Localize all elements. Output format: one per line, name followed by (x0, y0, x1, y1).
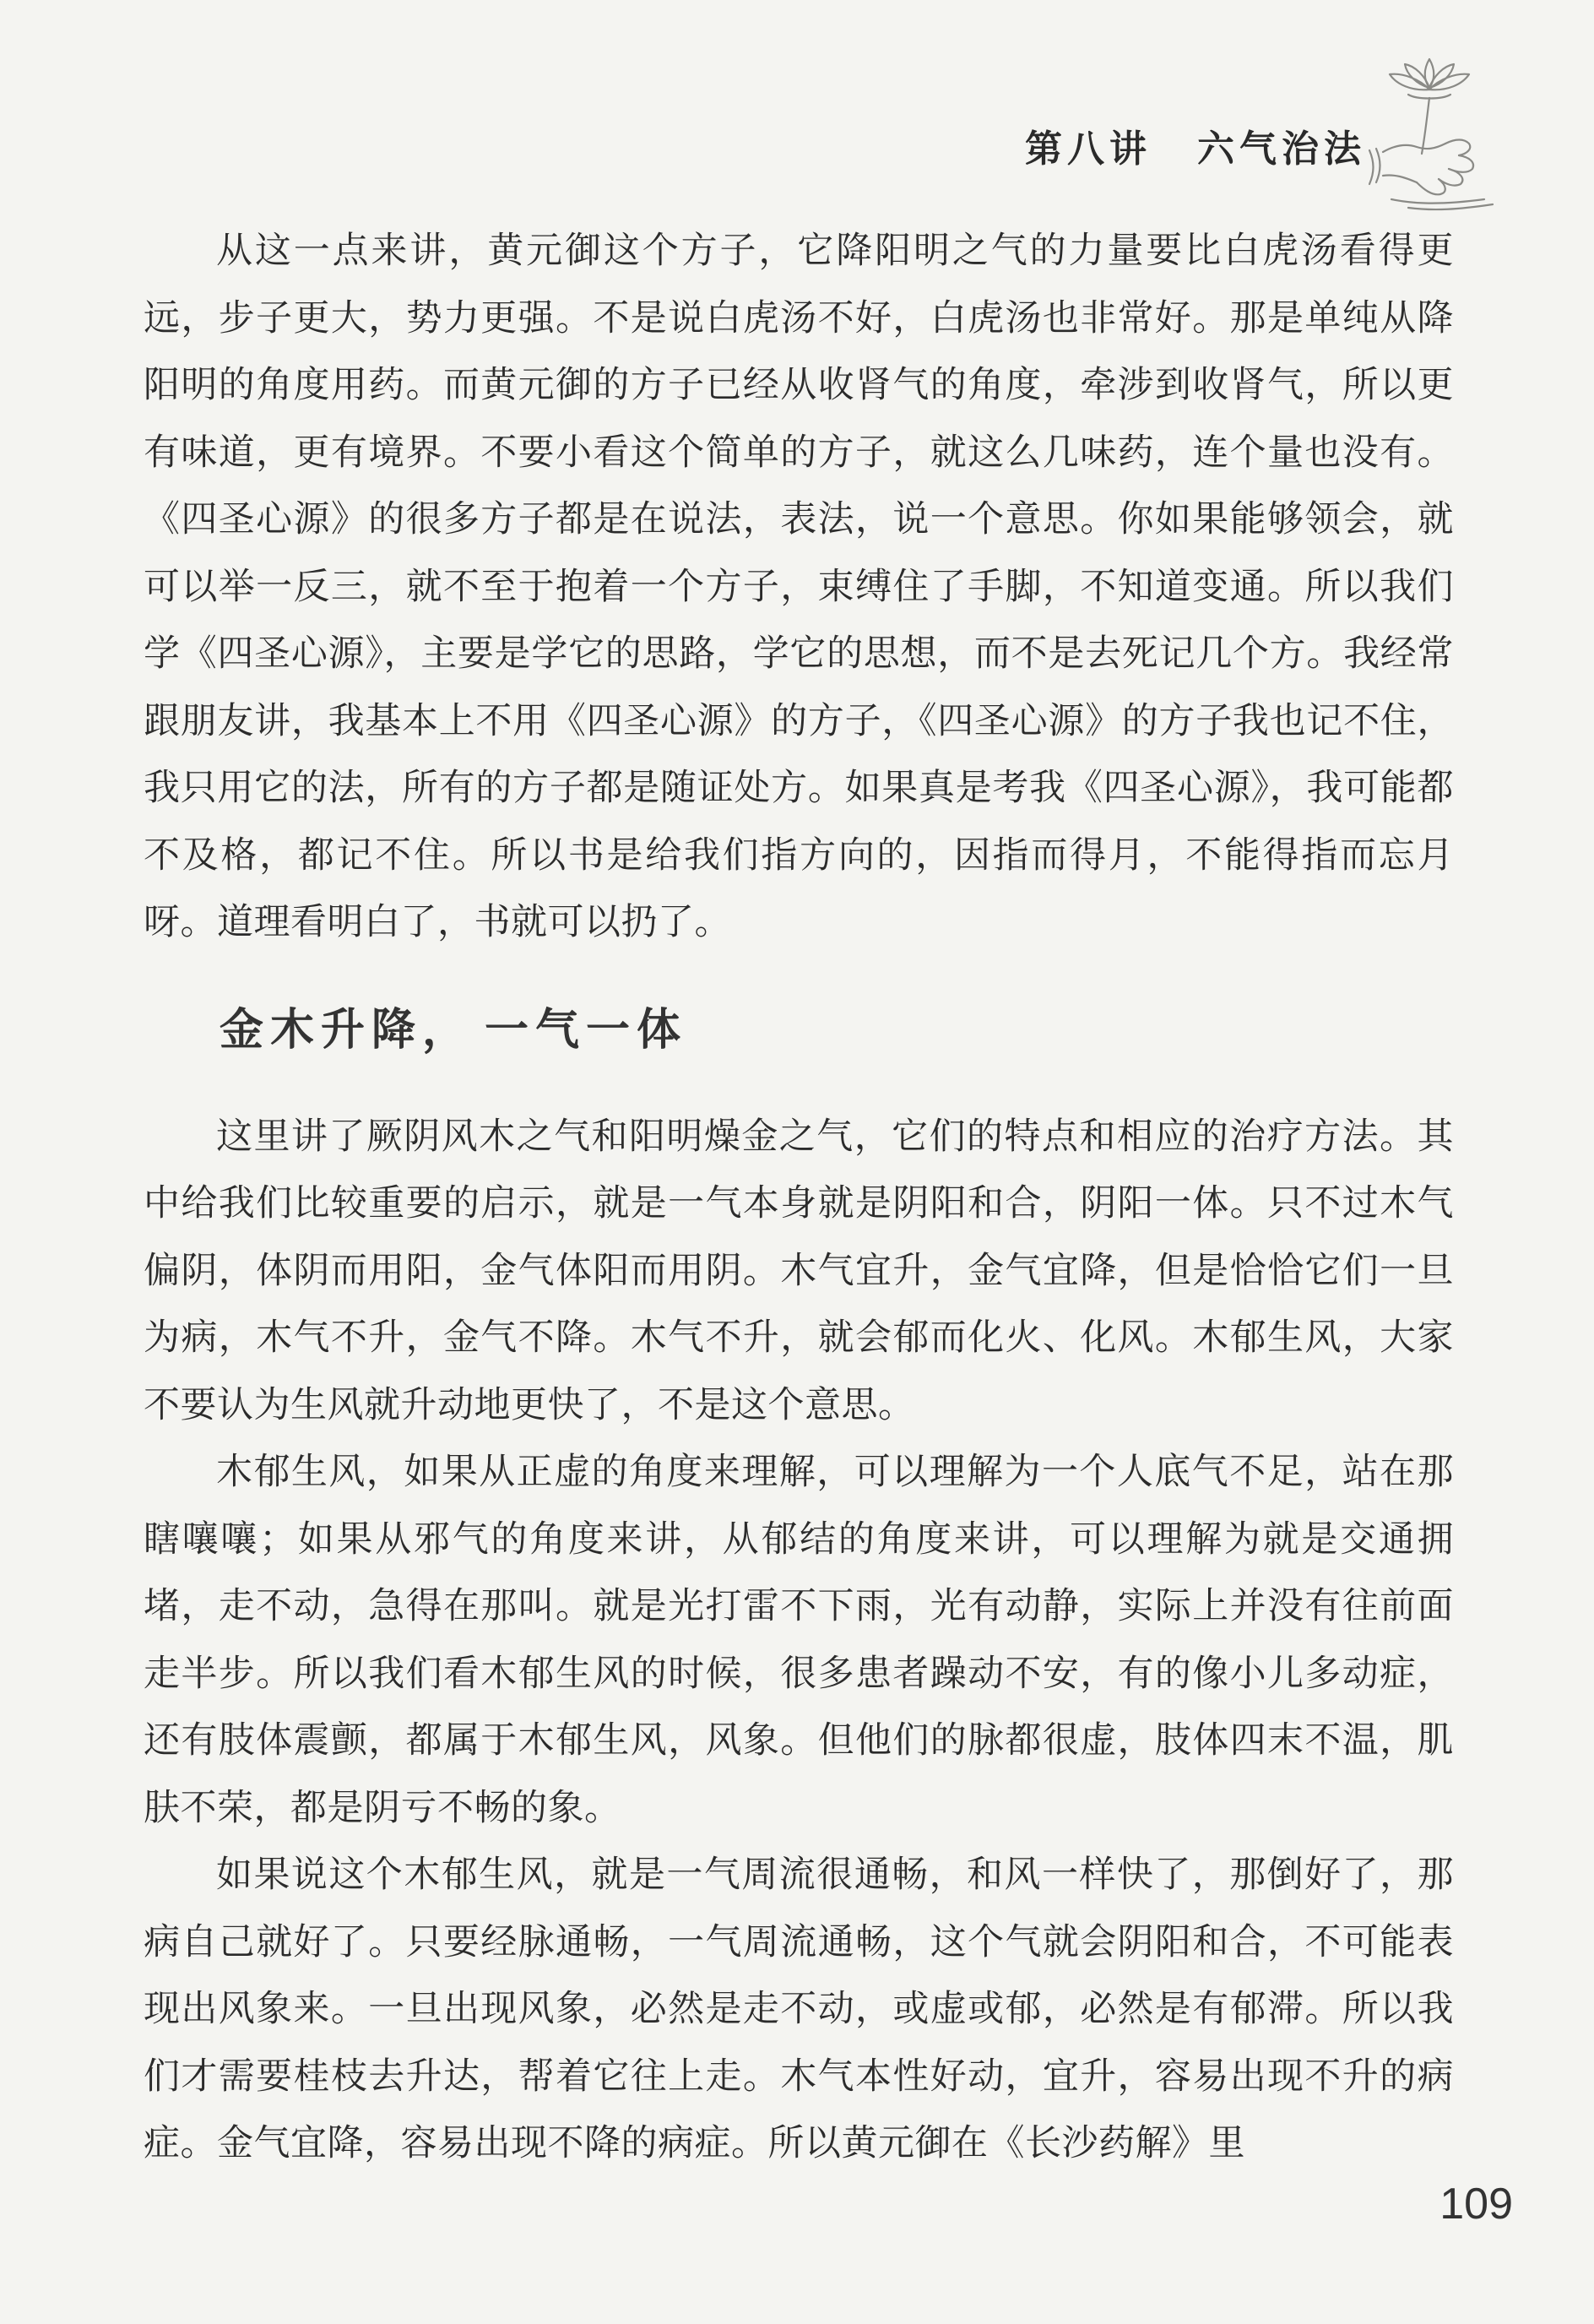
paragraph: 如果说这个木郁生风，就是一气周流很通畅，和风一样快了，那倒好了，那病自己就好了。只要经脉通畅，一气周流通畅，这个气就会阴阳和合，不可能表现出风象来。一旦出现风象，必然是走不动，或虚或郁，必然是有郁滞。所以我们才需要桂枝去升达，帮着它往上走。木气本性好动，宜升，容易出现不升的病症。金气宜降，容易出现不降的病症。所以黄元御在《长沙药解》里 (144, 1854, 1454, 2164)
running-header (1025, 118, 1366, 172)
paragraph: 木郁生风，如果从正虚的角度来理解，可以理解为一个人底气不足，站在那瞎嚷嚷；如果从邪气的角度来讲，从郁结的角度来讲，可以理解为就是交通拥堵，走不动，急得在那叫。就是光打雷不下雨，光有动静，实际上并没有往前面走半步。所以我们看木郁生风的时候，很多患者躁动不安，有的像小儿多动症，还有肢体震颤，都属于木郁生风，风象。但他们的脉都很虚，肢体四末不温，肌肤不荣，都是阴亏不畅的象。 (144, 1451, 1454, 1829)
section-title-part2: 一气一体 (485, 1003, 688, 1056)
paragraph: 这里讲了厥阴风木之气和阳明燥金之气，它们的特点和相应的治疗方法。其中给我们比较重要的启示，就是一气本身就是阴阳和合，阴阳一体。只不过木气偏阴，体阴而用阳，金气体阳而用阴。木气宜升，金气宜降，但是恰恰它们一旦为病，木气不升，金气不降。木气不升，就会郁而化火、化风。木郁生风，大家不要认为生风就升动地更快了，不是这个意思。 (144, 1115, 1454, 1426)
page-number: 109 (1439, 2180, 1513, 2229)
section-title-part1: 金木升降 (220, 1003, 423, 1056)
page-body (144, 218, 1454, 2178)
paragraph: 从这一点来讲，黄元御这个方子，它降阳明之气的力量要比白虎汤看得更远，步子更大，势力更强。不是说白虎汤不好，白虎汤也非常好。那是单纯从降阳明的角度用药。而黄元御的方子已经从收肾气的角度，牵涉到收肾气，所以更有味道，更有境界。不要小看这个简单的方子，就这么几味药，连个量也没有。《四圣心源》的很多方子都是在说法，表法，说一个意思。你如果能够领会，就可以举一反三，就不至于抱着一个方子，束缚住了手脚，不知道变通。所以我们学《四圣心源》，主要是学它的思路，学它的思想，而不是去死记几个方。我经常跟朋友讲，我基本上不用《四圣心源》的方子，《四圣心源》的方子我也记不住，我只用它的法，所有的方子都是随证处方。如果真是考我《四圣心源》，我可能都不及格，都记不住。所以书是给我们指方向的，因指而得月，不能得指而忘月呀。道理看明白了，书就可以扔了。 (144, 230, 1454, 943)
lotus-hand-icon (1358, 51, 1501, 211)
section-title-separator: ， (422, 1003, 485, 1056)
chapter-title: 六气治法 (1197, 128, 1366, 171)
chapter-label: 第八讲 (1025, 128, 1152, 171)
section-heading (220, 1001, 1454, 1060)
